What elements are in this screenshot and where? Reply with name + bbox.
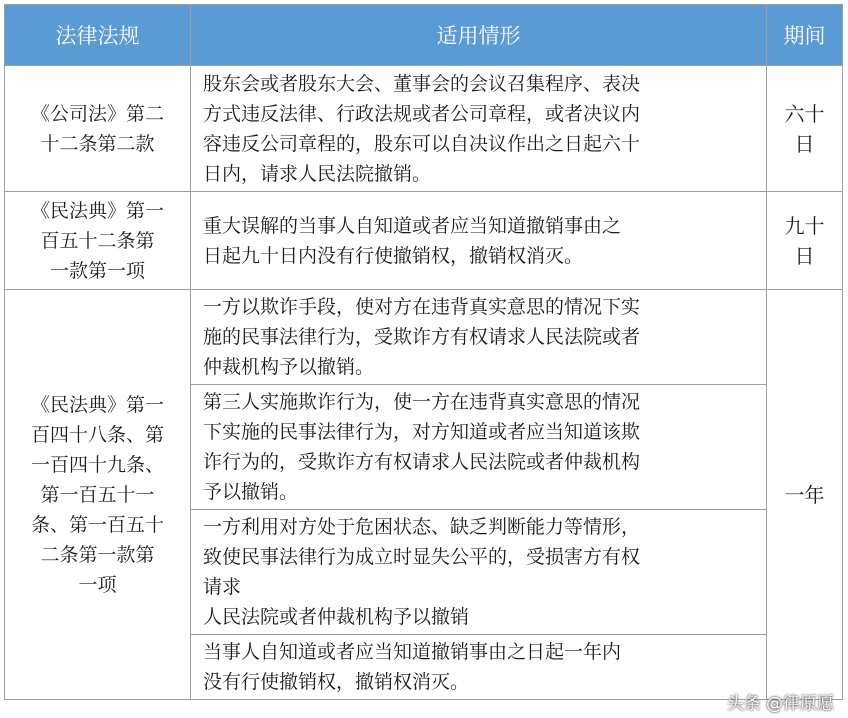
law-line: 一款第一项 (49, 259, 145, 282)
table-row (5, 66, 843, 192)
situation-subcell (191, 634, 766, 699)
law-line: 《公司法》第二 (30, 102, 164, 125)
period-line: 日 (794, 131, 815, 156)
situation-line: 一方利用对方处于危困状态、缺乏判断能力等情形， (203, 516, 641, 538)
law-cell (5, 192, 191, 290)
situation-cell (191, 192, 767, 290)
situation-cell (191, 66, 767, 192)
situation-line: 重大误解的当事人自知道或者应当知道撤销事由之 (203, 214, 622, 237)
law-line: 一项 (78, 573, 117, 596)
period-cell (767, 192, 843, 290)
period-line: 九十 (784, 213, 825, 238)
period-cell (767, 66, 843, 192)
table-row (5, 192, 843, 290)
table-row (5, 290, 843, 700)
situation-line: 人民法院或者仲裁机构予以撤销 (203, 606, 470, 628)
law-line: 二条第一款第 (40, 543, 155, 566)
situation-subcell (191, 509, 766, 634)
situation-line: 没有行使撤销权，撤销权消灭。 (203, 671, 470, 693)
situation-line: 股东会或者股东大会、董事会的会议召集程序、表决 (203, 72, 641, 95)
legal-table (4, 4, 843, 700)
situation-line: 第三人实施欺诈行为，使一方在违背真实意思的情况 (203, 391, 641, 413)
situation-line: 仲裁机构予以撤销。 (203, 356, 375, 378)
situation-line: 方式违反法律、行政法规或者公司章程，或者决议内 (203, 102, 641, 125)
situation-cell (191, 290, 767, 700)
law-line: 十二条第二款 (40, 132, 155, 155)
period-cell: 一年 (767, 290, 843, 700)
law-cell (5, 290, 191, 700)
situation-line: 容违反公司章程的，股东可以自决议作出之日起六十 (203, 132, 641, 155)
header-row (5, 5, 843, 66)
law-line: 第一百五十一 (40, 483, 155, 506)
header-law: 法律法规 (5, 5, 191, 66)
situation-line: 当事人自知道或者应当知道撤销事由之日起一年内 (203, 641, 622, 663)
situation-line: 施的民事法律行为，受欺诈方有权请求人民法院或者 (203, 326, 641, 348)
law-line: 百四十八条、第 (30, 423, 164, 446)
situation-subcell (191, 384, 766, 509)
situation-line: 一方以欺诈手段，使对方在违背真实意思的情况下实 (203, 296, 641, 318)
situation-line: 予以撤销。 (203, 481, 299, 503)
law-line: 百五十二条第 (40, 229, 155, 252)
situation-line: 日内，请求人民法院撤销。 (203, 162, 432, 185)
law-line: 《民法典》第一 (30, 199, 164, 222)
law-line: 一百四十九条、 (30, 453, 164, 476)
header-period: 期间 (767, 5, 843, 66)
situation-subcell (191, 290, 766, 384)
law-line: 《民法典》第一 (30, 393, 164, 416)
situation-line: 请求 (203, 576, 242, 598)
period-line: 六十 (784, 101, 825, 126)
period-line: 日 (794, 243, 815, 268)
situation-line: 下实施的民事法律行为，对方知道或者应当知道该欺 (203, 421, 641, 443)
situation-line: 日起九十日内没有行使撤销权，撤销权消灭。 (203, 244, 584, 267)
law-line: 条、第一百五十 (30, 513, 164, 536)
law-cell (5, 66, 191, 192)
situation-line: 诈行为的，受欺诈方有权请求人民法院或者仲裁机构 (203, 451, 641, 473)
header-situation: 适用情形 (191, 5, 767, 66)
watermark: 头条 @律原愿 (726, 694, 834, 714)
situation-line: 致使民事法律行为成立时显失公平的，受损害方有权 (203, 546, 641, 568)
